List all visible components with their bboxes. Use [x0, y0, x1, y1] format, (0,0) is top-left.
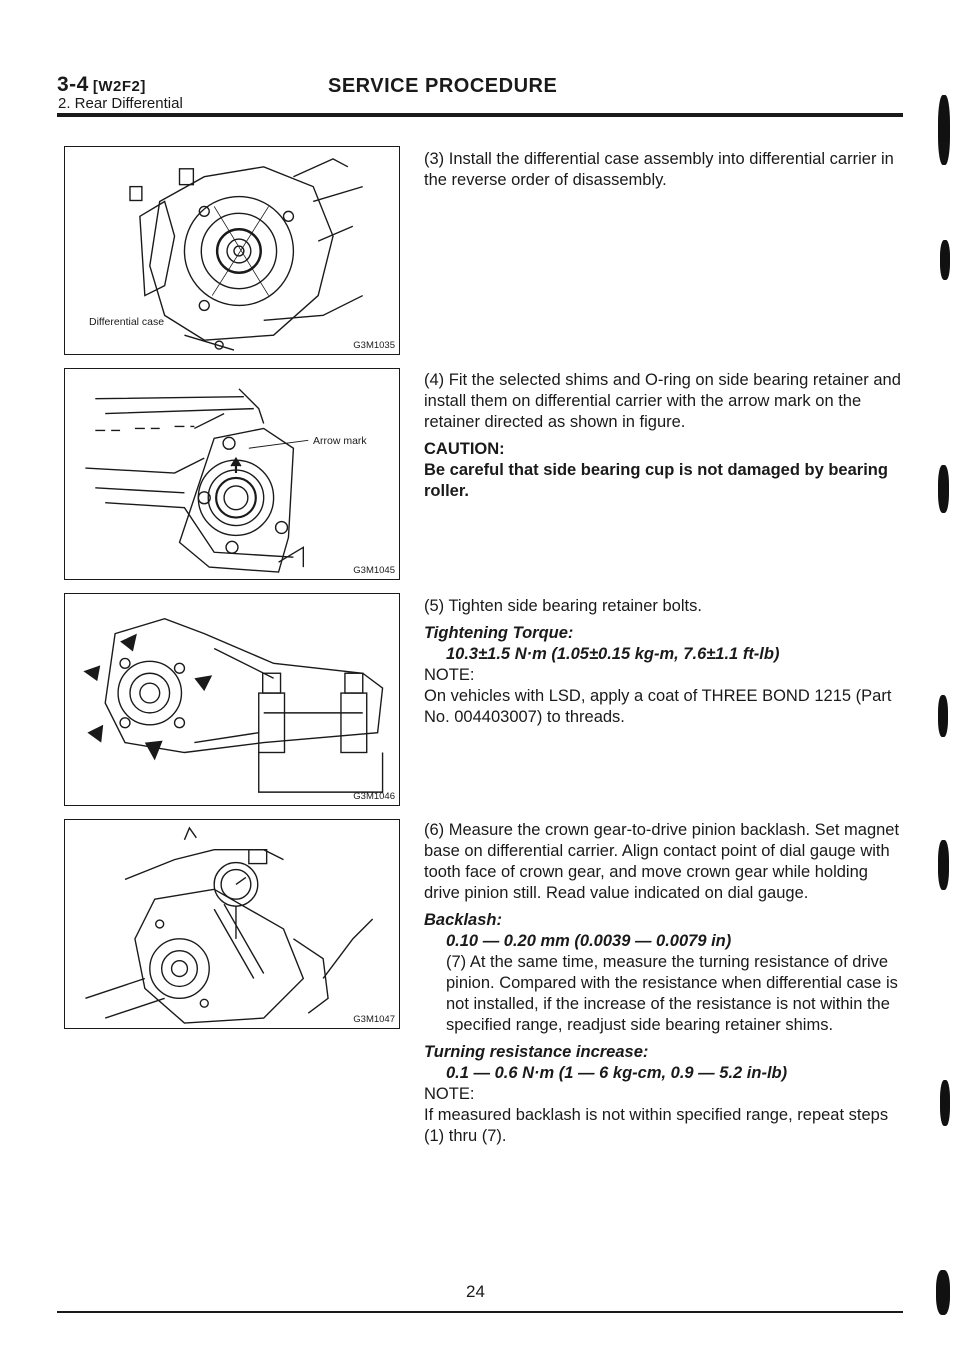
section-tag: [W2F2] [92, 78, 146, 95]
dial-gauge-illustration [65, 820, 399, 1028]
binding-mark [940, 240, 950, 280]
figure-retainer-bolts [64, 593, 400, 806]
binding-mark [938, 465, 949, 513]
figure-dial-gauge [64, 819, 400, 1029]
figure-code: G3M1035 [353, 340, 395, 351]
step-4-block [424, 370, 906, 502]
page-title: SERVICE PROCEDURE [328, 75, 558, 97]
note-1-title: NOTE: [424, 666, 475, 684]
step-4-text: (4) Fit the selected shims and O-ring on side bearing retainer and install them on differential carrier with the arrow mark on the retainer directed as shown in figure. [424, 371, 901, 431]
binding-mark [938, 95, 950, 165]
backlash-title: Backlash: [424, 911, 502, 929]
binding-mark [938, 840, 949, 890]
figure-differential-case [64, 146, 400, 355]
header-rule [57, 113, 903, 117]
retainer-bolts-illustration [65, 594, 399, 805]
figure-code: G3M1045 [353, 565, 395, 576]
turning-value: 0.1 — 0.6 N·m (1 — 6 kg-cm, 0.9 — 5.2 in-lb) [446, 1064, 788, 1082]
section-number: 3-4 [57, 73, 89, 96]
figure-code: G3M1046 [353, 791, 395, 802]
step-3 [424, 149, 906, 191]
binding-mark [940, 1080, 950, 1126]
note-2-title: NOTE: [424, 1085, 475, 1103]
binding-mark [936, 1270, 950, 1315]
step-5-block [424, 596, 906, 728]
note-2-text: If measured backlash is not within specified range, repeat steps (1) thru (7). [424, 1106, 889, 1145]
step-5-text: (5) Tighten side bearing retainer bolts. [424, 597, 702, 615]
backlash-value: 0.10 — 0.20 mm (0.0039 — 0.0079 in) [446, 932, 732, 950]
figure-label: Differential case [89, 316, 165, 328]
figure-arrow-mark [64, 368, 400, 580]
footer-rule [57, 1311, 903, 1313]
bearing-retainer-illustration [65, 369, 399, 579]
torque-title: Tightening Torque: [424, 624, 574, 642]
step-6-block [424, 820, 906, 1147]
page-number: 24 [466, 1282, 485, 1301]
figure-code: G3M1047 [353, 1014, 395, 1025]
turning-title: Turning resistance increase: [424, 1043, 649, 1061]
torque-value: 10.3±1.5 N·m (1.05±0.15 kg-m, 7.6±1.1 ft-lb) [446, 645, 780, 663]
step-6-text: (6) Measure the crown gear-to-drive pinion backlash. Set magnet base on differential carrier. Align contact point of dial gauge with tooth face of crown gear, and move crown gear while holding drive pinion still. Read value indicated on dial gauge. [424, 821, 900, 902]
step-7-text: (7) At the same time, measure the turning resistance of drive pinion. Compared with the resistance when differential case is not installed, if the increase of the resistance is not within the specified range, readjust side bearing retainer shims. [446, 953, 898, 1034]
section-code [57, 73, 146, 97]
note-1-text: On vehicles with LSD, apply a coat of THREE BOND 1215 (Part No. 004403007) to threads. [424, 687, 892, 726]
caution-text: Be careful that side bearing cup is not damaged by bearing roller. [424, 461, 888, 500]
binding-mark [938, 695, 948, 737]
figure-label: Arrow mark [313, 435, 367, 447]
subsection-title: 2. Rear Differential [58, 95, 183, 112]
step-3-text: (3) Install the differential case assembly into differential carrier in the reverse order of disassembly. [424, 150, 894, 189]
caution-title: CAUTION: [424, 440, 505, 458]
